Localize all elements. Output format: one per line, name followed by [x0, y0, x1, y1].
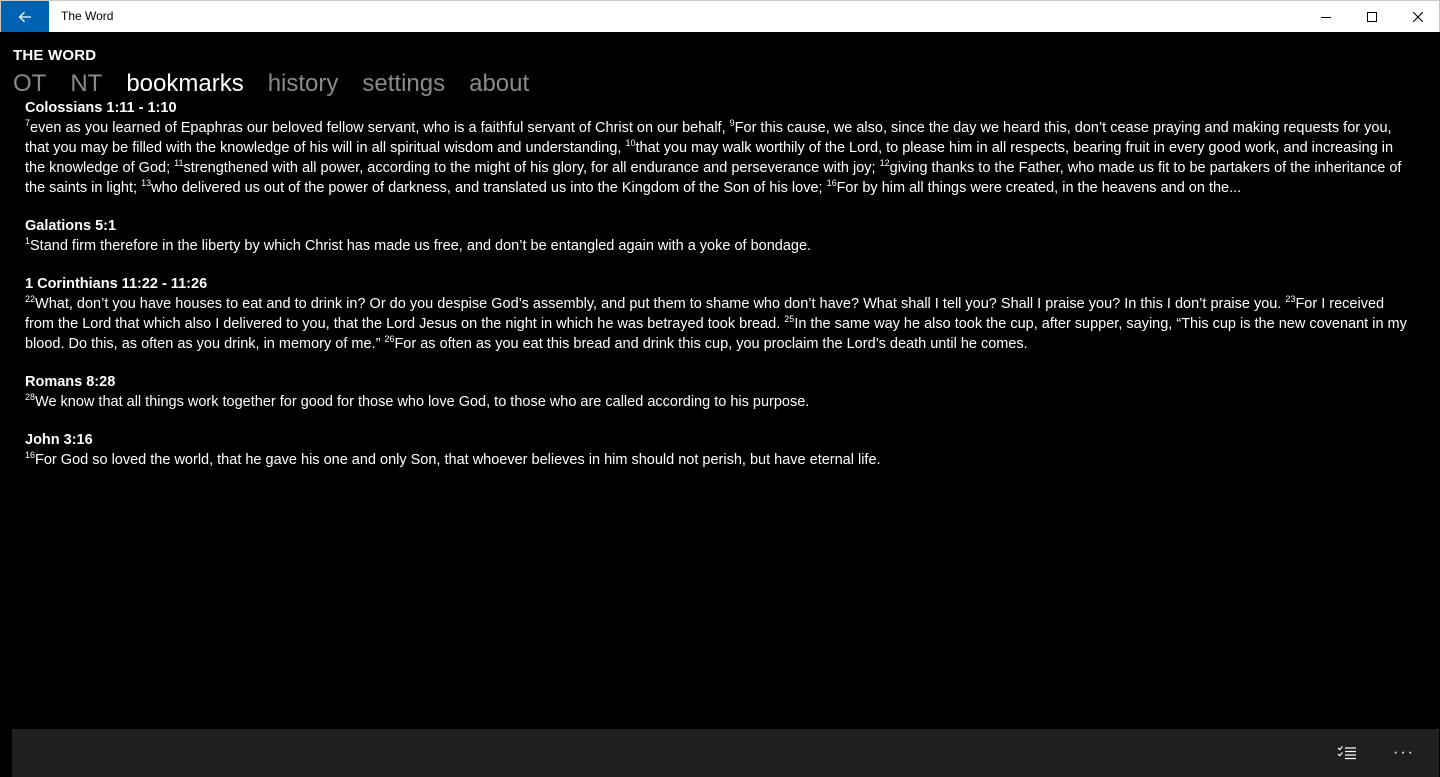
maximize-icon	[1367, 12, 1377, 22]
bookmark-text	[25, 392, 1417, 412]
verse-number: 9	[729, 118, 735, 129]
verse-number: 16	[826, 178, 837, 189]
more-button[interactable]: ···	[1393, 744, 1415, 761]
verse-text: For as often as you eat this bread and drink this cup, you proclaim the Lord’s death until he comes.	[394, 336, 1028, 352]
verse-number: 10	[625, 138, 636, 149]
verse-number: 26	[384, 334, 395, 345]
verse-number: 13	[141, 178, 152, 189]
bookmark-item[interactable]	[25, 98, 1417, 198]
pivot-item-ot[interactable]: OT	[13, 70, 47, 97]
verse-number: 28	[25, 392, 36, 403]
verse-text: For I received from the Lord that which also I delivered to you, that the Lord Jesus on the night in which he was betrayed took bread.	[25, 296, 1385, 332]
verse-text: strengthened with all power, according to the might of his glory, for all endurance and perseverance with joy;	[183, 160, 880, 176]
verse-number: 12	[879, 158, 890, 169]
verse-text: For this cause, we also, since the day we heard this, don’t cease praying and making requests for you, that you may be filled with the knowledge of his will in all spiritual wisdom and understanding,	[25, 120, 1392, 156]
app-title: THE WORD	[13, 47, 97, 64]
pivot-nav	[13, 67, 553, 101]
pivot-item-settings[interactable]: settings	[362, 70, 446, 97]
verse-text: For God so loved the world, that he gave his one and only Son, that whoever believes in him should not perish, but have eternal life.	[35, 452, 881, 468]
back-button[interactable]	[1, 1, 49, 32]
pivot-item-history[interactable]: history	[267, 70, 339, 97]
bookmark-item[interactable]	[25, 216, 1417, 256]
verse-text: giving thanks to the Father, who made us fit to be partakers of the inheritance of the saints in light;	[25, 160, 1402, 196]
bookmark-item[interactable]	[25, 274, 1417, 354]
verse-text: who delivered us out of the power of darkness, and translated us into the Kingdom of the Son of his love;	[151, 180, 827, 196]
bookmark-reference: John 3:16	[25, 432, 93, 448]
bookmark-reference: Romans 8:28	[25, 374, 116, 390]
verse-text: For by him all things were created, in the heavens and on the...	[836, 180, 1242, 196]
verse-number: 11	[174, 158, 184, 169]
pivot-item-about[interactable]: about	[469, 70, 530, 97]
verse-number: 22	[25, 294, 36, 305]
bookmarks-list	[25, 98, 1417, 488]
bookmark-item[interactable]	[25, 430, 1417, 470]
bookmark-text	[25, 294, 1417, 354]
verse-number: 1	[25, 236, 31, 247]
verse-text: In the same way he also took the cup, after supper, saying, “This cup is the new covenant in my blood. Do this, as often as you drink, in memory of me.”	[25, 316, 1407, 352]
verse-number: 7	[25, 118, 31, 129]
verse-text: We know that all things work together for good for those who love God, to those who are called according to his purpose.	[35, 394, 810, 410]
app-body	[1, 32, 1439, 777]
close-icon	[1413, 12, 1423, 22]
bookmark-item[interactable]	[25, 372, 1417, 412]
pivot-item-bookmarks[interactable]: bookmarks	[126, 70, 244, 97]
command-bar	[12, 729, 1439, 777]
verse-text: that you may walk worthily of the Lord, to please him in all respects, bearing fruit in every good work, and increasing in the knowledge of God;	[25, 140, 1394, 176]
bookmark-reference: 1 Corinthians 11:22 - 11:26	[25, 276, 208, 292]
title-bar	[0, 0, 1440, 32]
close-button[interactable]	[1395, 1, 1440, 32]
maximize-button[interactable]	[1349, 1, 1395, 32]
verse-number: 23	[1285, 294, 1296, 305]
verse-number: 16	[25, 450, 36, 461]
verse-text: even as you learned of Epaphras our beloved fellow servant, who is a faithful servant of Christ on our behalf,	[30, 120, 730, 136]
bookmark-text	[25, 236, 1417, 256]
pivot-item-nt[interactable]: NT	[70, 70, 103, 97]
bookmark-reference: Colossians 1:11 - 1:10	[25, 100, 177, 116]
bookmark-text	[25, 118, 1417, 198]
verse-number: 25	[784, 314, 795, 325]
bookmark-reference: Galations 5:1	[25, 218, 117, 234]
verse-text: What, don’t you have houses to eat and to drink in? Or do you despise God’s assembly, and put them to shame who don’t have? What shall I tell you? Shall I praise you? In this I don’t praise you.	[35, 296, 1286, 312]
bookmark-text	[25, 450, 1417, 470]
select-button[interactable]	[1327, 737, 1367, 769]
window-title: The Word	[61, 9, 114, 23]
multi-select-icon	[1337, 745, 1357, 761]
minimize-icon	[1321, 12, 1331, 22]
verse-text: Stand firm therefore in the liberty by which Christ has made us free, and don’t be entangled again with a yoke of bondage.	[30, 238, 812, 254]
back-arrow-icon	[18, 11, 32, 23]
minimize-button[interactable]	[1303, 1, 1349, 32]
